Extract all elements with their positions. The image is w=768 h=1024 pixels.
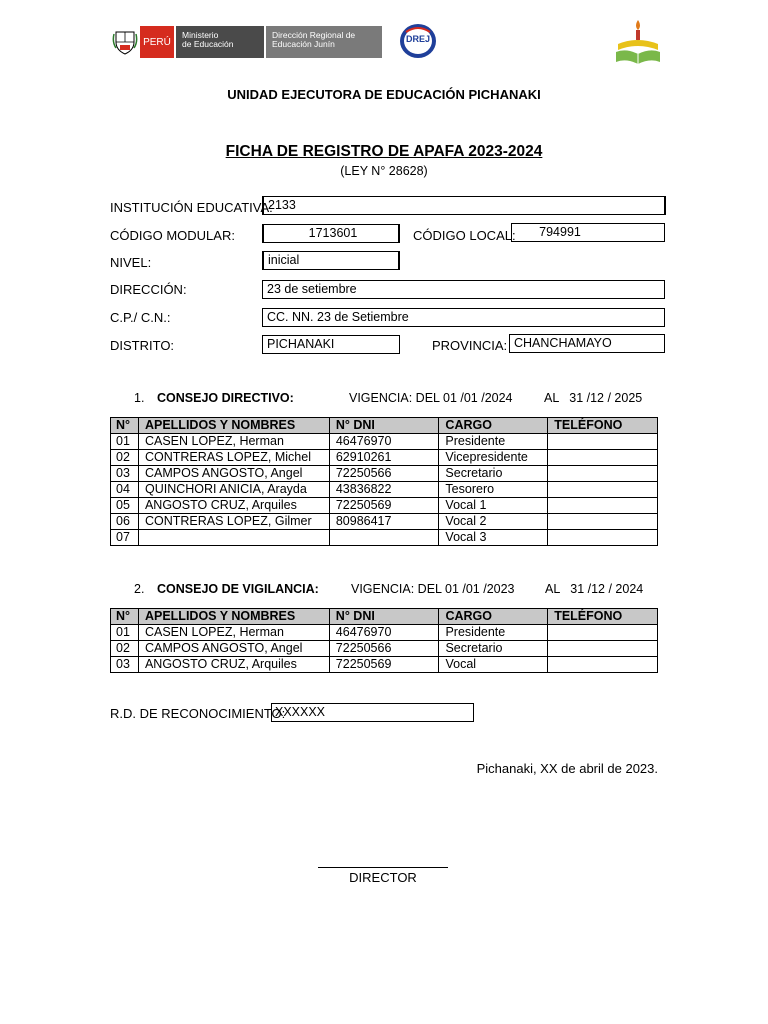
column-header: TELÉFONO [548, 609, 658, 625]
table-cell: 62910261 [329, 450, 439, 466]
law-reference: (LEY N° 28628) [340, 164, 428, 178]
consejo-vigilancia-al: AL 31 /12 / 2024 [545, 582, 644, 596]
table-cell: Presidente [439, 625, 548, 641]
consejo-directivo-vigencia: VIGENCIA: DEL 01 /01 /2024 [349, 391, 513, 405]
signature-label: DIRECTOR [349, 870, 417, 885]
codigo-local-field[interactable]: 794991 [511, 223, 665, 242]
column-header: N° DNI [329, 418, 439, 434]
provincia-label: PROVINCIA: [432, 338, 508, 353]
direccion-field[interactable]: 23 de setiembre [262, 280, 665, 299]
table-row [111, 514, 658, 530]
table-cell [548, 625, 658, 641]
table-header-row [111, 609, 658, 625]
table-cell: Vocal 2 [439, 514, 548, 530]
table-cell: Presidente [439, 434, 548, 450]
table-row [111, 482, 658, 498]
table-cell: CONTRERAS LOPEZ, Gilmer [138, 514, 329, 530]
consejo-directivo-title: CONSEJO DIRECTIVO: [157, 391, 294, 405]
table-cell: CAMPOS ANGOSTO, Angel [138, 641, 329, 657]
direccion-regional-label [266, 26, 382, 58]
table-cell: 72250566 [329, 466, 439, 482]
table-cell: 46476970 [329, 434, 439, 450]
table-cell: 01 [111, 434, 139, 450]
nivel-label: NIVEL: [110, 255, 152, 270]
table-cell: Secretario [439, 641, 548, 657]
table-cell: QUINCHORI ANICIA, Arayda [138, 482, 329, 498]
table-cell: 03 [111, 466, 139, 482]
unit-title: UNIDAD EJECUTORA DE EDUCACIÓN PICHANAKI [227, 87, 541, 102]
table-cell: 02 [111, 641, 139, 657]
table-cell [138, 530, 329, 546]
table-cell: CASEN LOPEZ, Herman [138, 434, 329, 450]
cp-label: C.P./ C.N.: [110, 310, 171, 325]
table-row [111, 657, 658, 673]
column-header: N° [111, 609, 139, 625]
column-header: N° DNI [329, 609, 439, 625]
rd-field[interactable]: XXXXXX [271, 703, 474, 722]
table-cell: 06 [111, 514, 139, 530]
table-cell: Tesorero [439, 482, 548, 498]
table-row [111, 466, 658, 482]
table-row [111, 450, 658, 466]
cp-field[interactable]: CC. NN. 23 de Setiembre [262, 308, 665, 327]
table-cell: Vocal 3 [439, 530, 548, 546]
table-cell: ANGOSTO CRUZ, Arquiles [138, 657, 329, 673]
table-cell: Vocal [439, 657, 548, 673]
column-header: N° [111, 418, 139, 434]
place-date: Pichanaki, XX de abril de 2023. [476, 761, 658, 776]
table-cell [548, 482, 658, 498]
drej-logo-text: DREJ [405, 34, 430, 44]
table-row [111, 641, 658, 657]
table-cell: 80986417 [329, 514, 439, 530]
consejo-vigilancia-vigencia: VIGENCIA: DEL 01 /01 /2023 [351, 582, 515, 596]
table-cell: Vicepresidente [439, 450, 548, 466]
consejo-directivo-table [110, 417, 658, 546]
table-cell [548, 657, 658, 673]
column-header: APELLIDOS Y NOMBRES [138, 609, 329, 625]
ministerio-label [176, 26, 264, 58]
direccion-label: DIRECCIÓN: [110, 282, 187, 297]
form-title: FICHA DE REGISTRO DE APAFA 2023-2024 [225, 143, 543, 160]
table-cell: CASEN LOPEZ, Herman [138, 625, 329, 641]
table-cell: 05 [111, 498, 139, 514]
institucion-field[interactable]: 2133 [262, 196, 666, 215]
institucion-label: INSTITUCIÓN EDUCATIVA: [110, 200, 273, 215]
table-cell: 46476970 [329, 625, 439, 641]
table-cell: CAMPOS ANGOSTO, Angel [138, 466, 329, 482]
table-cell: 07 [111, 530, 139, 546]
column-header: CARGO [439, 418, 548, 434]
distrito-label: DISTRITO: [110, 338, 175, 353]
codigo-modular-label: CÓDIGO MODULAR: [110, 228, 235, 243]
section-number-1: 1. [134, 391, 145, 405]
peru-label: PERÚ [140, 26, 174, 58]
nivel-field[interactable]: inicial [262, 251, 400, 270]
consejo-directivo-al: AL 31 /12 / 2025 [544, 391, 643, 405]
table-cell [329, 530, 439, 546]
drej-logo [398, 22, 438, 60]
table-cell [548, 434, 658, 450]
table-header-row [111, 418, 658, 434]
codigo-modular-field[interactable]: 1713601 [262, 224, 400, 243]
table-row [111, 530, 658, 546]
ministerio-line2: de Educación [182, 39, 234, 49]
provincia-field[interactable]: CHANCHAMAYO [509, 334, 665, 353]
table-cell [548, 498, 658, 514]
school-emblem-icon [612, 18, 664, 66]
section-number-2: 2. [134, 582, 145, 596]
rd-label: R.D. DE RECONOCIMIENTO: [110, 706, 286, 721]
table-cell: 72250566 [329, 641, 439, 657]
table-cell: 01 [111, 625, 139, 641]
table-cell: Vocal 1 [439, 498, 548, 514]
distrito-field[interactable]: PICHANAKI [262, 335, 400, 354]
table-row [111, 434, 658, 450]
table-cell [548, 514, 658, 530]
consejo-vigilancia-title: CONSEJO DE VIGILANCIA: [157, 582, 319, 596]
table-cell: 02 [111, 450, 139, 466]
column-header: TELÉFONO [548, 418, 658, 434]
table-cell: 72250569 [329, 498, 439, 514]
table-row [111, 625, 658, 641]
column-header: APELLIDOS Y NOMBRES [138, 418, 329, 434]
table-row [111, 498, 658, 514]
peru-coat-of-arms-icon [110, 26, 140, 58]
table-cell [548, 641, 658, 657]
direccion-line2: Educación Junín [272, 39, 335, 49]
table-cell: 43836822 [329, 482, 439, 498]
codigo-local-label: CÓDIGO LOCAL: [413, 228, 516, 243]
table-cell [548, 466, 658, 482]
minedu-logo-bar [110, 26, 382, 58]
table-cell: Secretario [439, 466, 548, 482]
ministerio-line1: Ministerio [182, 30, 219, 40]
consejo-vigilancia-table [110, 608, 658, 673]
signature-line [318, 867, 448, 868]
column-header: CARGO [439, 609, 548, 625]
table-cell [548, 450, 658, 466]
table-cell: 72250569 [329, 657, 439, 673]
table-cell: 04 [111, 482, 139, 498]
table-cell: ANGOSTO CRUZ, Arquiles [138, 498, 329, 514]
table-cell [548, 530, 658, 546]
table-cell: CONTRERAS LOPEZ, Michel [138, 450, 329, 466]
table-cell: 03 [111, 657, 139, 673]
direccion-line1: Dirección Regional de [272, 30, 356, 40]
